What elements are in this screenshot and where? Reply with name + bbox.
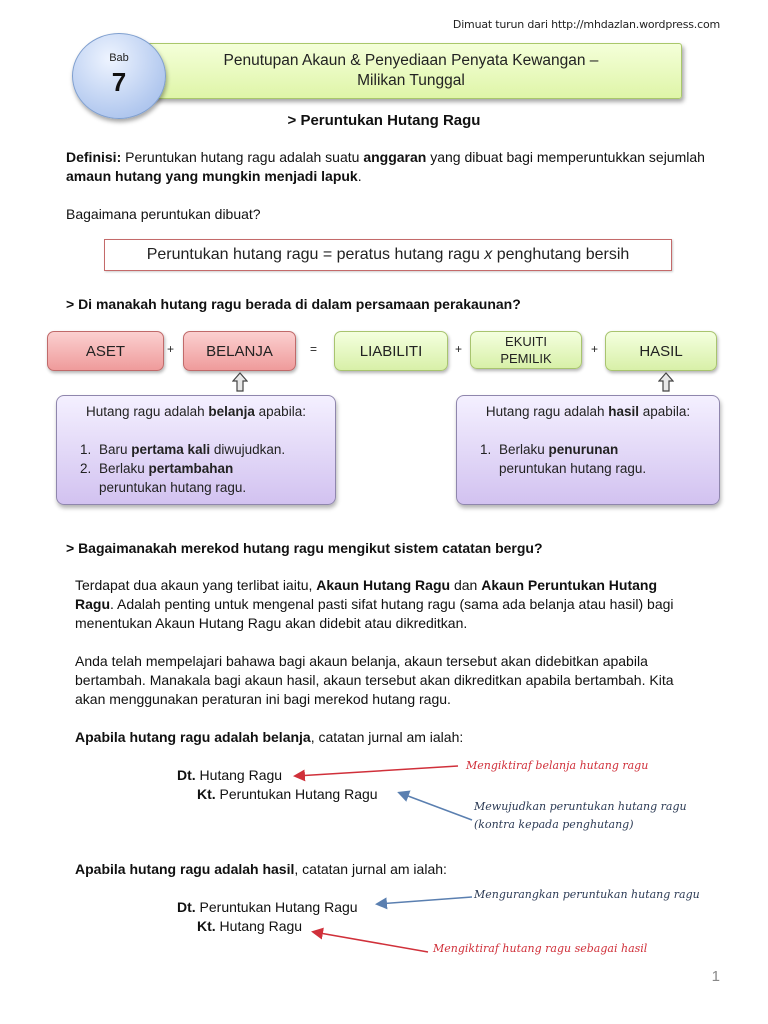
expense-condition-box [56,395,336,505]
journal-income-debit: Dt. Peruntukan Hutang Ragu [177,899,358,915]
income-condition-heading: Hutang ragu adalah hasil apabila: [485,404,691,419]
chapter-title-line2: Milikan Tunggal [357,72,465,89]
operator-plus: + [167,342,175,356]
question-double-entry-heading: > Bagaimanakah merekod hutang ragu mengikut sistem catatan bergu? [66,540,543,556]
up-arrow-icon [232,372,248,392]
list-item: 1. Baru pertama kali diwujudkan. [95,440,323,459]
formula-left: Peruntukan hutang ragu = peratus hutang ragu [146,246,485,263]
arrow-blue-icon [378,897,472,904]
section-title: > Peruntukan Hutang Ragu [287,112,481,129]
question-equation-heading: > Di manakah hutang ragu berada di dalam persamaan perakaunan? [66,296,521,312]
chapter-label: Bab [109,52,129,64]
formula-multiply: x [484,246,493,263]
page-number: 1 [711,968,720,985]
income-condition-list [469,440,707,478]
journal-income-credit: Kt. Hutang Ragu [197,918,303,934]
up-arrow-icon [658,372,674,392]
paragraph-accounts: Terdapat dua akaun yang terlibat iaitu, Akaun Hutang Ragu dan Akaun Peruntukan Hutang Ragu. Adalah penting untuk mengenal pasti sifat hutang ragu (sama ada belanja atau hasil) bagi menentukan Akaun Hutang Ragu akan didebit atau dikreditkan. [75,577,674,631]
expense-condition-list [69,440,323,497]
equation-box-belanja: BELANJA [183,331,296,371]
arrow-red-icon [296,766,458,776]
note-create-allowance: Mewujudkan peruntukan hutang ragu (kontra kepada penghutang) [474,800,687,831]
definition-label: Definisi: [66,149,122,165]
question-how-made: Bagaimana peruntukan dibuat? [66,206,261,222]
chapter-badge [72,33,166,119]
arrow-red-icon [314,932,428,952]
definition-paragraph [66,148,716,186]
list-item: 2. Berlaku pertambahan peruntukan hutang ragu. [95,459,323,497]
formula-box [104,239,672,271]
arrow-blue-icon [400,793,472,820]
journal-expense-credit: Kt. Peruntukan Hutang Ragu [197,786,378,802]
income-condition-box [456,395,720,505]
equation-box-liabiliti: LIABILITI [334,331,448,371]
note-recognize-income: Mengiktiraf hutang ragu sebagai hasil [433,942,648,955]
equation-box-hasil: HASIL [605,331,717,371]
source-note: Dimuat turun dari http://mhdazlan.wordpress.com [452,18,720,31]
equation-box-ekuiti-pemilik: EKUITI PEMILIK [470,331,582,369]
note-recognize-expense: Mengiktiraf belanja hutang ragu [466,759,649,772]
chapter-title-banner [140,43,682,99]
chapter-number: 7 [111,67,127,97]
definition-text: yang dibuat bagi memperuntukkan sejumlah [426,149,705,165]
list-item: 1. Berlaku penurunan peruntukan hutang ragu. [495,440,707,478]
journal-expense-intro: Apabila hutang ragu adalah belanja, catatan jurnal am ialah: [75,729,464,745]
definition-emphasis: anggaran [363,149,427,165]
operator-plus: + [591,342,599,356]
definition-text: . [357,168,362,184]
expense-condition-heading: Hutang ragu adalah belanja apabila: [86,404,306,419]
formula-right: penghutang bersih [492,246,630,263]
definition-emphasis: amaun hutang yang mungkin menjadi lapuk [66,168,358,184]
chapter-title-line1: Penutupan Akaun & Penyediaan Penyata Kewangan – [223,52,599,69]
paragraph-rules: Anda telah mempelajari bahawa bagi akaun belanja, akaun tersebut akan didebitkan apabila bertambah. Manakala bagi akaun hasil, akaun tersebut akan dikreditkan apabila bertambah. Kita akan menggunakan peraturan ini bagi merekod hutang ragu. [75,653,674,707]
equation-box-aset: ASET [47,331,164,371]
note-reduce-allowance: Mengurangkan peruntukan hutang ragu [474,888,700,901]
operator-equals: = [310,342,318,356]
journal-income-intro: Apabila hutang ragu adalah hasil, catatan jurnal am ialah: [75,861,447,877]
journal-expense-debit: Dt. Hutang Ragu [177,767,283,783]
definition-text: Peruntukan hutang ragu adalah suatu [121,149,364,165]
operator-plus: + [455,342,463,356]
